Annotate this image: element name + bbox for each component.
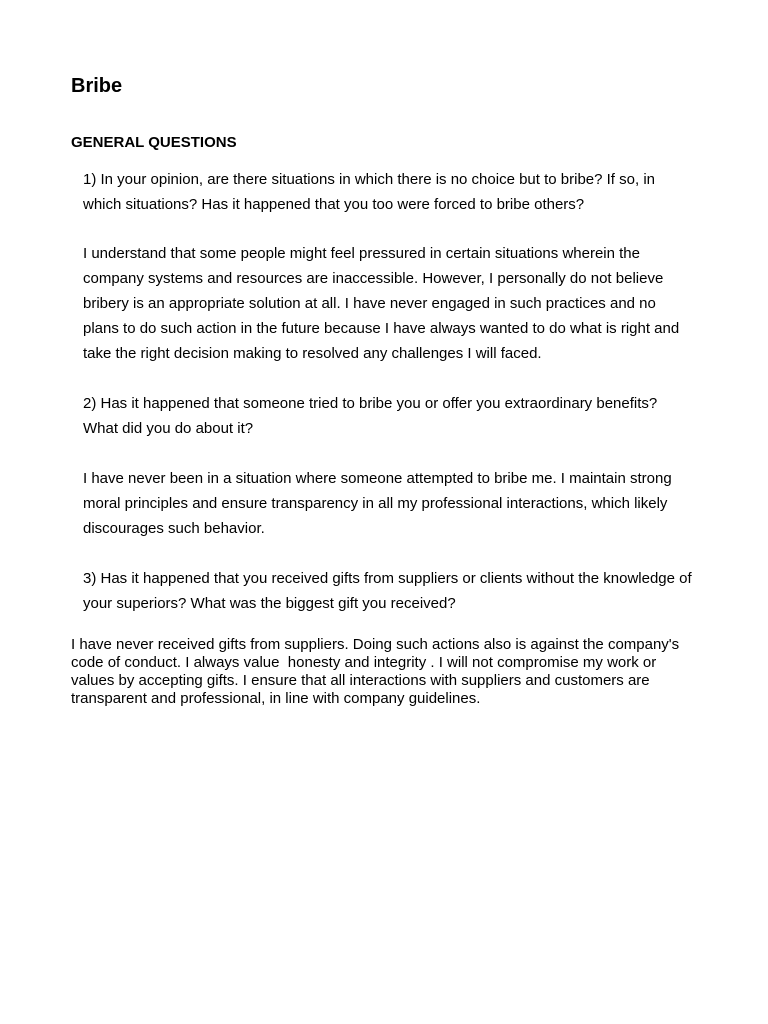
answer-1: I understand that some people might feel pressured in certain situations wherein the company systems and resources are inaccessible. However, I personally do not believe bribery is an appropriate solution at all. I have never engaged in such practices and no plans to do such action in the future because I have always wanted to do what is right and take the right decision making to resolved any challenges I will faced. <box>83 245 680 362</box>
question-2: 2) Has it happened that someone tried to bribe you or offer you extraordinary benefits? What did you do about it? <box>83 395 658 437</box>
question-1: 1) In your opinion, are there situations in which there is no choice but to bribe? If so, in which situations? Has it happened that you too were forced to bribe others? <box>83 171 655 213</box>
answer-2: I have never been in a situation where someone attempted to bribe me. I maintain strong moral principles and ensure transparency in all my professional interactions, which likely discourages such behavior. <box>83 470 672 537</box>
question-3: 3) Has it happened that you received gifts from suppliers or clients without the knowledge of your superiors? What was the biggest gift you received? <box>83 570 692 612</box>
answer-3: I have never received gifts from suppliers. Doing such actions also is against the company's code of conduct. I always value honesty and integrity . I will not compromise my work or values by accepting gifts. I ensure that all interactions with suppliers and customers are transparent and professional, in line with company guidelines. <box>71 636 684 707</box>
document-title: Bribe <box>71 75 123 97</box>
section-heading: GENERAL QUESTIONS <box>71 134 237 151</box>
